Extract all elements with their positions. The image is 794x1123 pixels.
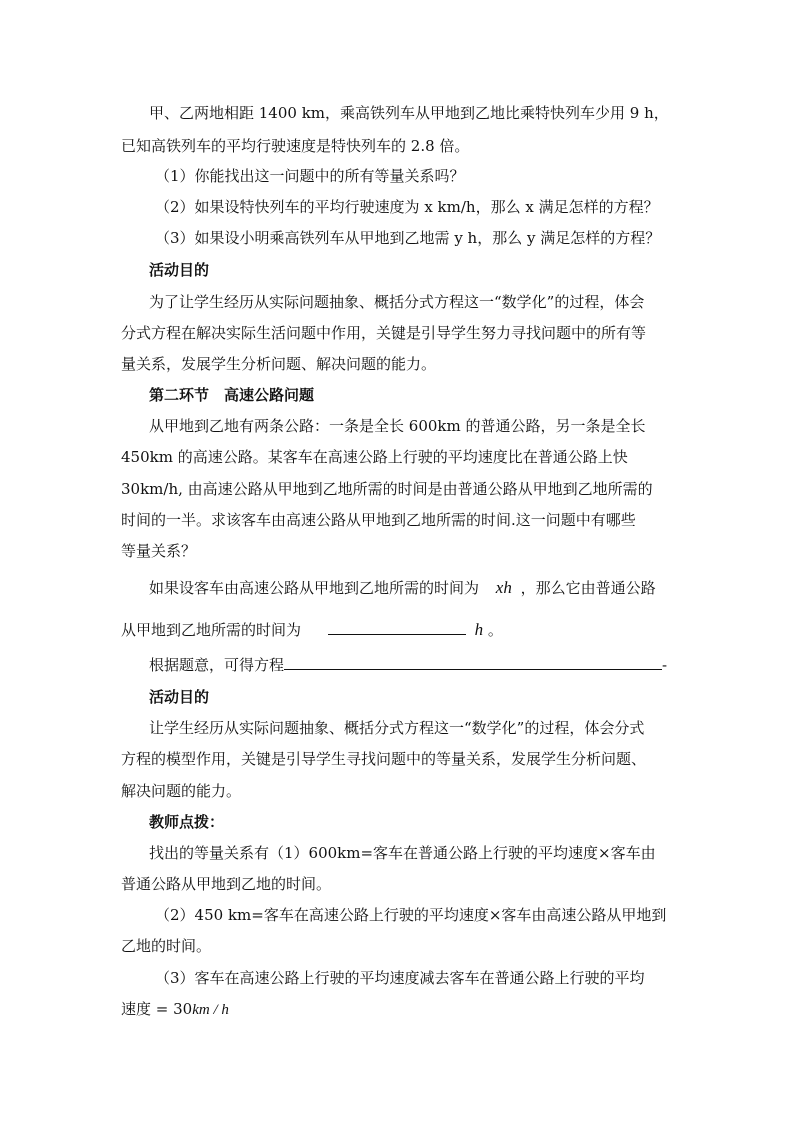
fill-in-line-2 [121,620,503,640]
section2-line: 时间的一半。求该客车由高速公路从甲地到乙地所需的时间.这一问题中有哪些 [121,511,636,529]
equation-blank[interactable] [284,655,662,670]
fill1-text-end: ，那么它由普通公路 [520,579,656,597]
relation-3-line [121,999,229,1020]
question-2: （2）如果设特快列车的平均行驶速度为 x km/h，那么 x 满足怎样的方程？ [155,198,659,216]
fill3-text: 根据题意，可得方程 [149,656,285,674]
fill-in-line-3 [149,655,667,675]
section-heading: 第二环节 高速公路问题 [149,386,315,404]
relation-1-line: 普通公路从甲地到乙地的时间。 [121,875,332,893]
fill2-text: 从甲地到乙地所需的时间为 [121,621,302,639]
relation-3-text: 速度 = 30 [121,1000,193,1018]
fill2-end: 。 [487,621,503,639]
purpose1-line: 分式方程在解决实际生活问题中作用，关键是引导学生努力寻找问题中的所有等 [121,324,647,342]
section2-line: 等量关系？ [121,542,197,560]
section2-line: 从甲地到乙地有两条公路：一条是全长 600km 的普通公路，另一条是全长 [149,417,646,435]
relation-3-line: （3）客车在高速公路上行驶的平均速度减去客车在普通公路上行驶的平均 [155,969,645,987]
problem1-line2: 已知高铁列车的平均行驶速度是特快列车的 2.8 倍。 [121,137,470,155]
purpose1-line: 量关系，发展学生分析问题、解决问题的能力。 [121,355,437,373]
purpose1-line: 为了让学生经历从实际问题抽象、概括分式方程这一“数学化”的过程，体会 [149,293,645,311]
problem1-line1: 甲、乙两地相距 1400 km，乘高铁列车从甲地到乙地比乘特快列车少用 9 h， [149,104,669,122]
purpose2-line: 让学生经历从实际问题抽象、概括分式方程这一“数学化”的过程，体会分式 [149,719,645,737]
relation-2-line: 乙地的时间。 [121,937,212,955]
fill3-end: - [662,656,668,674]
activity-purpose-heading: 活动目的 [149,688,210,706]
unit-km-per-h: km / h [192,1002,229,1018]
section2-line: 450km 的高速公路。某客车在高速公路上行驶的平均速度比在普通公路上快 [121,448,628,466]
variable-xh: xh [495,578,512,597]
unit-h: h [474,620,484,639]
question-3: （3）如果设小明乘高铁列车从甲地到乙地需 y h，那么 y 满足怎样的方程？ [155,229,661,247]
teacher-guidance-heading: 教师点拨： [149,813,225,831]
relation-1-line: 找出的等量关系有（1）600km=客车在普通公路上行驶的平均速度×客车由 [149,844,656,862]
activity-purpose-heading: 活动目的 [149,261,210,279]
section2-line: 30km/h, 由高速公路从甲地到乙地所需的时间是由普通公路从甲地到乙地所需的 [121,480,653,498]
answer-blank[interactable] [328,620,466,635]
purpose2-line: 解决问题的能力。 [121,782,242,800]
relation-2-line: （2）450 km=客车在高速公路上行驶的平均速度×客车由高速公路从甲地到 [155,906,667,924]
fill1-text: 如果设客车由高速公路从甲地到乙地所需的时间为 [149,579,480,597]
fill-in-line-1 [149,578,656,598]
purpose2-line: 方程的模型作用，关键是引导学生寻找问题中的等量关系，发展学生分析问题、 [121,750,647,768]
question-1: （1）你能找出这一问题中的所有等量关系吗？ [155,167,465,185]
